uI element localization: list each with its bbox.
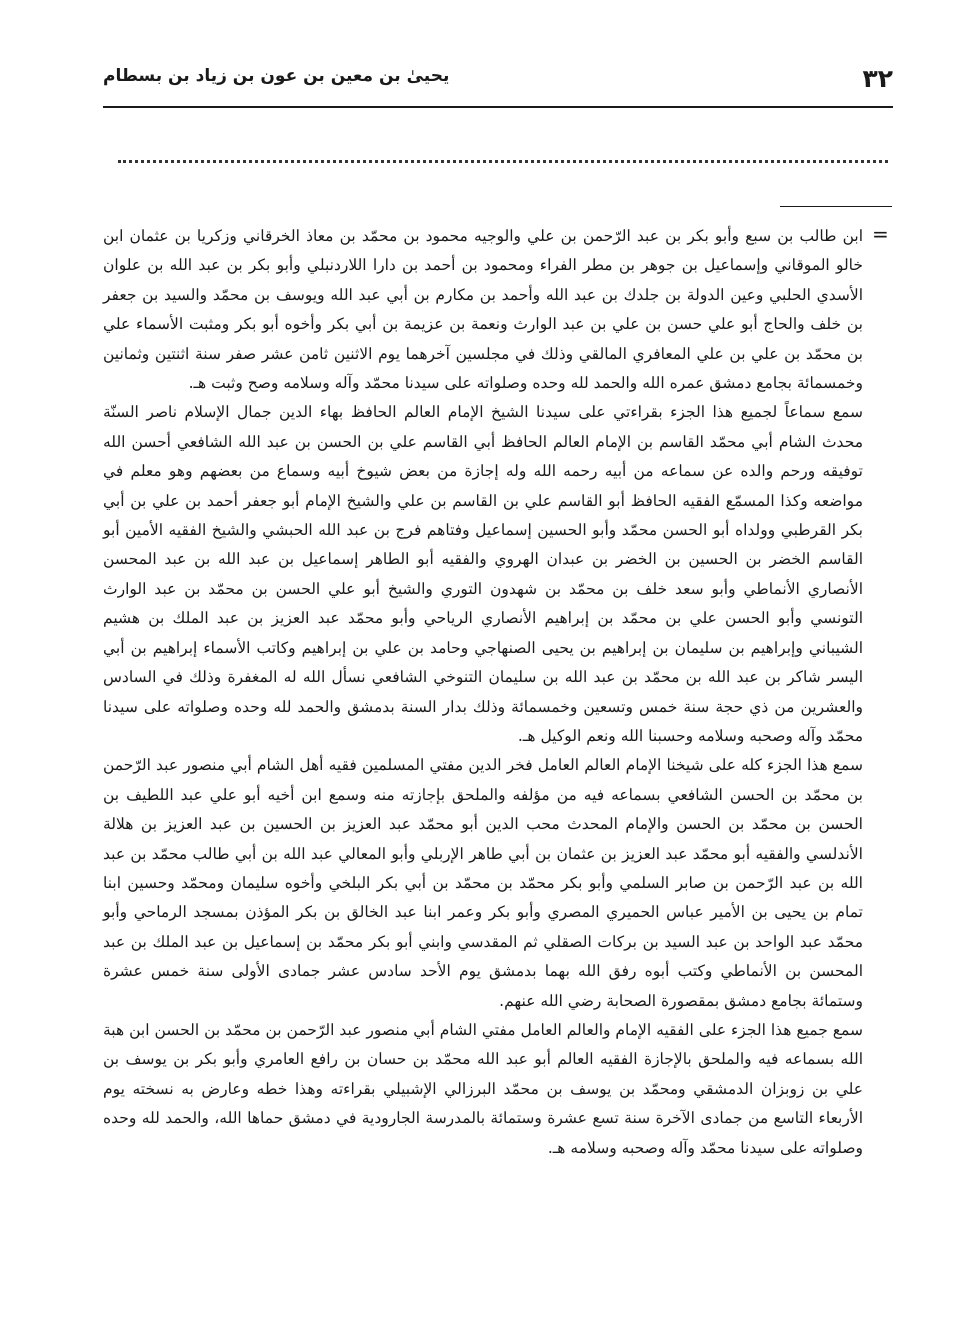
footnote-rule	[780, 206, 892, 207]
paragraph-sama-2: سمع هذا الجزء كله على شيخنا الإمام العالم العامل فخر الدين مفتي المسلمين فقيه أهل الشام أبي منصور عبد الرّحمن بن محمّد بن الحسن الشافعي بسماعه فيه من مؤلفه والملحق بإجازته منه وسمع ابن أخيه أبو علي عبد اللطيف بن الحسن بن محمّد بن الحسن والإمام المحدث محب الدين أبو محمّد عبد العزيز بن الحسين بن عبد العزيز بن هلالة الأندلسي والفقيه أبو محمّد عبد العزيز بن عثمان بن أبي طاهر الإربلي وأبو المعالي عبد الله بن أبي طالب محمّد بن عبد الله بن عبد الرّحمن بن صابر السلمي وأبو بكر محمّد بن محمّد بن أبي بكر البلخي وأخوه سليمان ومحمّد وحسين ابنا تمام بن يحيى بن الأمير عباس الحميري المصري وأبو بكر وعمر ابنا عبد الخالق بن بكر المؤذن بمسجد الرماحي وأبو محمّد عبد الواحد بن عبد السيد بن بركات الصقلي ثم المقدسي وابني أبو بكر محمّد بن إسماعيل بن عبد الملك بن عبد المحسن بن الأنماطي وكتب أبوه رفق الله بهما بدمشق يوم الأحد سادس عشر جمادى الأولى سنة خمس عشرة وستمائة بجامع دمشق بمقصورة الصحابة رضي الله عنهم.	[103, 756, 863, 1010]
paragraph-continuation: ابن طالب بن سبع وأبو بكر بن عبد الرّحمن بن علي والوجيه محمود بن محمّد بن معاذ الخرقاني وزكريا بن عثمان ابن خالو الموقاني وإسماعيل بن جوهر بن مطر الفراء ومحمود بن أحمد بن دارا اللاردنبلي وأبو بكر بن عبد الله بن علوان الأسدي الحلبي وعين الدولة بن جلدك بن عبد الله وأحمد بن مكارم بن أبي عبد الله ويوسف بن محمّد والسيد بن جعفر بن خلف والحاج أبو علي حسن بن علي بن عبد الوارث ونعمة بن عزيمة بن أبي بكر وأخوه أبو بكر ومثبت الأسماء علي بن محمّد بن علي بن علي المعافري المالقي وذلك في مجلسين آخرهما يوم الاثنين ثامن عشر صفر سنة اثنتين وثمانين وخمسمائة بجامع دمشق عمره الله والحمد لله وحده وصلواته على سيدنا محمّد وآله وسلامه وصح وثبت هـ.	[103, 227, 863, 393]
page-header	[103, 58, 893, 102]
running-title: يحيىٰ بن معين بن عون بن زياد بن بسطام	[103, 66, 450, 86]
header-rule	[103, 106, 893, 108]
page-number: ٣٢	[862, 64, 893, 93]
paragraph-sama-1: سمع سماعاً لجميع هذا الجزء بقراءتي على سيدنا الشيخ الإمام العالم الحافظ بهاء الدين جمال الإسلام ناصر السنّة محدث الشام أبي محمّد القاسم بن الإمام العالم الحافظ أبي القاسم علي بن الحسن بن عبد الله الشافعي أحسن الله توفيقه ورحم والده عن سماعه من أبيه رحمه الله وله إجازة من بعض شيوخ أبيه وسماع من بعضهم وهو معلم في مواضعه وكذا المسمّع الفقيه الحافظ أبو القاسم علي بن القاسم بن علي والشيخ الإمام أبو جعفر أحمد بن علي بن أبي بكر القرطبي وولداه أبو الحسن محمّد وأبو الحسين إسماعيل وفتاهم فرج بن عبد الله الحبشي والشيخ الفقيه الأمين أبو القاسم الخضر بن الحسين بن الخضر بن عبدان الهروي والفقيه أبو الطاهر إسماعيل بن عبد الله بن عبد المحسن الأنصاري الأنماطي وأبو سعد خلف بن محمّد بن شهدون التوري والشيخ أبو علي الحسن بن محمّد بن عبد الوارث التونسي وأبو الحسن علي بن محمّد بن إبراهيم الأنصاري الرياحي وأبو محمّد عبد العزيز بن عبد الملك بن هشيم الشيباني وإبراهيم بن سليمان بن إبراهيم بن يحيى الصنهاجي وحامد بن علي بن إبراهيم وكاتب الأسماء إبراهيم بن أبي اليسر شاكر بن عبد الله بن محمّد بن عبد الله بن سليمان التنوخي الشافعي نسأل الله له المغفرة وذلك في السادس والعشرين من ذي حجة سنة خمس وتسعين وخمسمائة وذلك بدار السنة بدمشق والحمد لله وحده وصلواته على سيدنا محمّد وآله وصحبه وسلامه وحسبنا الله ونعم الوكيل هـ.	[103, 403, 863, 745]
main-text	[103, 222, 863, 1163]
dotted-separator	[118, 160, 888, 163]
continuation-marker: =	[872, 222, 889, 246]
paragraph-sama-3: سمع جميع هذا الجزء على الفقيه الإمام والعالم العامل مفتي الشام أبي منصور عبد الرّحمن بن محمّد بن الحسن ابن هبة الله بسماعه فيه والملحق بالإجازة الفقيه العالم أبو عبد الله محمّد بن حسان بن رافع العامري وأبو بكر بن يوسف بن علي بن زوبزان الدمشقي ومحمّد بن يوسف بن محمّد البرزالي الإشبيلي بقراءته وهذا خطه وعارض به نسخته يوم الأربعاء التاسع من جمادى الآخرة سنة تسع عشرة وستمائة بالمدرسة الجارودية في دمشق حماها الله، والحمد لله وحده وصلواته على سيدنا محمّد وآله وصحبه وسلامه هـ.	[103, 1020, 863, 1157]
